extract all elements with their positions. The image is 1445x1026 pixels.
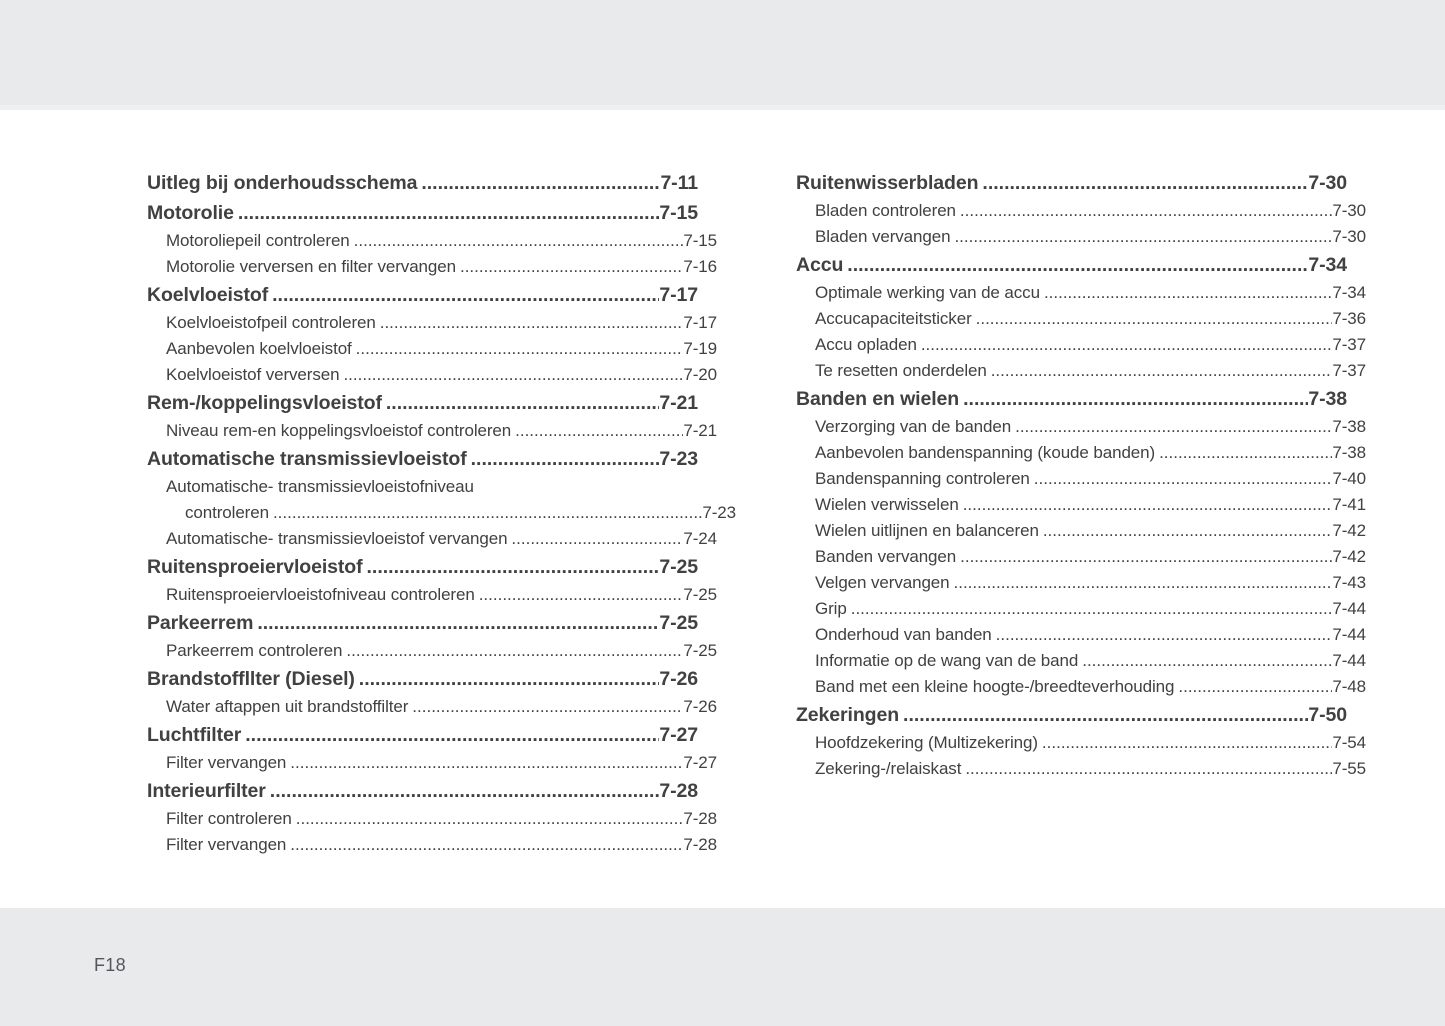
toc-entry-page-number: 7-37 [1332, 335, 1366, 354]
toc-entry-page-number: 7-25 [659, 556, 698, 578]
toc-entry-label: Bandenspanning controleren [815, 469, 1030, 488]
toc-entry[interactable] [147, 336, 717, 362]
toc-entry-page-number: 7-30 [1332, 227, 1366, 246]
toc-dot-leader [354, 228, 684, 254]
toc-dot-leader [976, 306, 1333, 332]
toc-entry-page-number: 7-55 [1332, 759, 1366, 778]
toc-entry-page-number: 7-25 [683, 585, 717, 604]
toc-entry-label: Zekering-/relaiskast [815, 759, 962, 778]
toc-entry[interactable] [147, 608, 698, 638]
toc-entry-page-number: 7-26 [683, 697, 717, 716]
toc-entry-page-number: 7-24 [683, 529, 717, 548]
toc-entry-page-number: 7-21 [683, 421, 717, 440]
toc-dot-leader [1159, 440, 1332, 466]
toc-entry-page-number: 7-34 [1308, 254, 1347, 276]
toc-entry-label: controleren [185, 503, 269, 522]
toc-entry-label: Ruitensproeiervloeistofniveau controleren [166, 585, 475, 604]
toc-entry-page-number: 7-54 [1332, 733, 1366, 752]
toc-entry-label: Rem-/koppelingsvloeistof [147, 392, 382, 414]
toc-entry-label: Banden en wielen [796, 388, 960, 410]
toc-entry-page-number: 7-16 [683, 257, 717, 276]
toc-dot-leader [960, 544, 1332, 570]
toc-entry-page-number: 7-44 [1332, 651, 1366, 670]
toc-entry[interactable] [147, 500, 736, 526]
toc-entry-page-number: 7-44 [1332, 625, 1366, 644]
toc-dot-leader [238, 198, 660, 228]
toc-dot-leader [290, 750, 683, 776]
toc-entry[interactable] [796, 492, 1366, 518]
toc-entry[interactable] [796, 306, 1366, 332]
toc-entry-label: Grip [815, 599, 847, 618]
toc-entry-page-number: 7-15 [683, 231, 717, 250]
toc-entry[interactable] [147, 526, 717, 552]
toc-entry-page-number: 7-19 [683, 339, 717, 358]
toc-dot-leader [273, 500, 702, 526]
toc-entry[interactable] [147, 310, 717, 336]
toc-entry[interactable] [796, 250, 1347, 280]
toc-entry-page-number: 7-15 [659, 202, 698, 224]
toc-dot-leader [257, 608, 659, 638]
toc-entry-label: Uitleg bij onderhoudsschema [147, 172, 418, 194]
toc-dot-leader [296, 806, 684, 832]
toc-dot-leader [965, 756, 1332, 782]
toc-entry[interactable] [796, 756, 1366, 782]
toc-entry-label: Motorolie [147, 202, 234, 224]
toc-entry-page-number: 7-28 [683, 809, 717, 828]
toc-entry[interactable] [796, 466, 1366, 492]
toc-entry[interactable] [147, 474, 717, 500]
toc-entry-page-number: 7-11 [660, 172, 698, 194]
toc-entry-label: Banden vervangen [815, 547, 957, 566]
toc-entry[interactable] [147, 552, 698, 582]
toc-entry[interactable] [147, 168, 698, 198]
toc-entry-label: Motorolie verversen en filter vervangen [166, 257, 456, 276]
toc-entry-label: Automatische transmissievloeistof [147, 448, 467, 470]
toc-entry-label: Filter vervangen [166, 835, 287, 854]
toc-dot-leader [982, 168, 1308, 198]
toc-entry[interactable] [796, 168, 1347, 198]
toc-entry[interactable] [796, 384, 1347, 414]
toc-dot-leader [963, 384, 1308, 414]
toc-entry-label: Koelvloeistof [147, 284, 269, 306]
toc-entry[interactable] [796, 358, 1366, 384]
toc-entry-page-number: 7-30 [1332, 201, 1366, 220]
page-top-margin-band [0, 0, 1445, 105]
toc-dot-leader [954, 570, 1333, 596]
toc-dot-leader [1042, 730, 1332, 756]
toc-dot-leader [963, 492, 1333, 518]
toc-entry[interactable] [796, 224, 1366, 250]
toc-dot-leader [367, 552, 660, 582]
toc-dot-leader [921, 332, 1333, 358]
toc-entry-label: Niveau rem-en koppelingsvloeistof controleren [166, 421, 512, 440]
toc-entry-label: Luchtfilter [147, 724, 242, 746]
toc-entry-label: Parkeerrem [147, 612, 254, 634]
toc-entry-page-number: 7-38 [1332, 417, 1366, 436]
toc-entry[interactable] [796, 596, 1366, 622]
toc-dot-leader [380, 310, 684, 336]
toc-entry-label: Velgen vervangen [815, 573, 950, 592]
page-content-area [0, 110, 1445, 908]
toc-entry[interactable] [796, 700, 1347, 730]
toc-entry[interactable] [796, 280, 1366, 306]
toc-entry[interactable] [147, 418, 717, 444]
toc-dot-leader [515, 418, 683, 444]
toc-entry[interactable] [796, 570, 1366, 596]
toc-dot-leader [356, 336, 684, 362]
toc-entry[interactable] [796, 648, 1366, 674]
toc-dot-leader [954, 224, 1332, 250]
toc-entry-label: Onderhoud van banden [815, 625, 992, 644]
toc-entry[interactable] [147, 254, 717, 280]
toc-entry-page-number: 7-17 [659, 284, 698, 306]
toc-entry[interactable] [147, 776, 698, 806]
toc-entry[interactable] [796, 198, 1366, 224]
toc-entry-page-number: 7-42 [1332, 521, 1366, 540]
toc-entry-label: Wielen verwisselen [815, 495, 959, 514]
toc-entry-page-number: 7-21 [659, 392, 698, 414]
toc-dot-leader [847, 250, 1308, 280]
toc-dot-leader [245, 720, 659, 750]
toc-dot-leader [359, 664, 660, 694]
toc-entry-label: Verzorging van de banden [815, 417, 1012, 436]
toc-entry-label: Parkeerrem controleren [166, 641, 343, 660]
toc-entry-label: Accucapaciteitsticker [815, 309, 972, 328]
toc-entry[interactable] [796, 622, 1366, 648]
toc-entry-label: Informatie op de wang van de band [815, 651, 1079, 670]
toc-entry-label: Accu opladen [815, 335, 917, 354]
toc-entry[interactable] [147, 362, 717, 388]
toc-entry-page-number: 7-28 [683, 835, 717, 854]
toc-column-left [147, 168, 736, 858]
toc-entry[interactable] [147, 280, 698, 310]
toc-column-right [796, 168, 1366, 858]
toc-entry-page-number: 7-37 [1332, 361, 1366, 380]
toc-entry-label: Ruitensproeiervloeistof [147, 556, 363, 578]
toc-entry-page-number: 7-28 [659, 780, 698, 802]
toc-entry-label: Bladen controleren [815, 201, 956, 220]
toc-entry-page-number: 7-41 [1332, 495, 1366, 514]
toc-entry-page-number: 7-27 [683, 753, 717, 772]
toc-entry-label: Wielen uitlijnen en balanceren [815, 521, 1039, 540]
toc-dot-leader [386, 388, 659, 418]
toc-dot-leader [412, 694, 683, 720]
toc-entry-page-number: 7-36 [1332, 309, 1366, 328]
toc-dot-leader [991, 358, 1333, 384]
footer-page-number: F18 [94, 955, 126, 975]
toc-entry-label: Ruitenwisserbladen [796, 172, 979, 194]
toc-entry[interactable] [796, 414, 1366, 440]
toc-entry-label: Motoroliepeil controleren [166, 231, 350, 250]
toc-entry-label: Optimale werking van de accu [815, 283, 1040, 302]
toc-entry-label: Filter controleren [166, 809, 292, 828]
toc-dot-leader [471, 444, 660, 474]
toc-entry-page-number: 7-40 [1332, 469, 1366, 488]
toc-entry-page-number: 7-25 [683, 641, 717, 660]
toc-entry[interactable] [147, 750, 717, 776]
toc-entry-label: Interieurfilter [147, 780, 266, 802]
toc-entry[interactable] [147, 582, 717, 608]
toc-dot-leader [1044, 280, 1332, 306]
toc-entry-page-number: 7-43 [1332, 573, 1366, 592]
toc-entry-label: Zekeringen [796, 704, 900, 726]
toc-entry[interactable] [796, 544, 1366, 570]
toc-entry-page-number: 7-26 [659, 668, 698, 690]
toc-entry-page-number: 7-20 [683, 365, 717, 384]
toc-dot-leader [346, 638, 683, 664]
toc-entry[interactable] [147, 444, 698, 474]
toc-dot-leader [511, 526, 683, 552]
toc-dot-leader [479, 582, 684, 608]
toc-entry-label: Accu [796, 254, 844, 276]
toc-entry-page-number: 7-27 [659, 724, 698, 746]
toc-columns [0, 168, 1445, 858]
toc-entry-page-number: 7-38 [1332, 443, 1366, 462]
toc-entry-label: Automatische- transmissievloeistof vervangen [166, 529, 508, 548]
toc-entry-page-number: 7-30 [1308, 172, 1347, 194]
toc-entry-page-number: 7-50 [1308, 704, 1347, 726]
toc-dot-leader [1043, 518, 1333, 544]
toc-entry[interactable] [147, 832, 717, 858]
toc-entry[interactable] [147, 228, 717, 254]
toc-entry-page-number: 7-17 [683, 313, 717, 332]
toc-dot-leader [996, 622, 1333, 648]
toc-dot-leader [960, 198, 1332, 224]
toc-dot-leader [270, 776, 660, 806]
toc-entry[interactable] [147, 664, 698, 694]
toc-entry-label: Band met een kleine hoogte-/breedteverhouding [815, 677, 1175, 696]
toc-entry-page-number: 7-38 [1308, 388, 1347, 410]
toc-entry[interactable] [147, 694, 717, 720]
toc-entry[interactable] [796, 674, 1366, 700]
toc-dot-leader [1178, 674, 1332, 700]
toc-entry[interactable] [796, 332, 1366, 358]
toc-entry-label: Filter vervangen [166, 753, 287, 772]
toc-entry[interactable] [147, 638, 717, 664]
toc-dot-leader [460, 254, 683, 280]
toc-dot-leader [1034, 466, 1333, 492]
toc-entry[interactable] [147, 198, 698, 228]
toc-entry-page-number: 7-34 [1332, 283, 1366, 302]
toc-entry-label: Hoofdzekering (Multizekering) [815, 733, 1038, 752]
toc-entry-page-number: 7-44 [1332, 599, 1366, 618]
toc-entry-page-number: 7-48 [1332, 677, 1366, 696]
toc-entry-label: Bladen vervangen [815, 227, 951, 246]
toc-entry[interactable] [796, 730, 1366, 756]
toc-entry-label: Aanbevolen koelvloeistof [166, 339, 352, 358]
toc-entry-label: Te resetten onderdelen [815, 361, 987, 380]
toc-entry-label: Water aftappen uit brandstoffilter [166, 697, 409, 716]
toc-entry-label: Koelvloeistof verversen [166, 365, 340, 384]
toc-dot-leader [290, 832, 683, 858]
toc-entry-label: Automatische- transmissievloeistofniveau [166, 477, 474, 496]
toc-dot-leader [1015, 414, 1332, 440]
toc-entry-page-number: 7-25 [659, 612, 698, 634]
page-bottom-margin-band [0, 908, 1445, 1026]
toc-entry[interactable] [147, 720, 698, 750]
toc-entry-label: Aanbevolen bandenspanning (koude banden) [815, 443, 1156, 462]
toc-dot-leader [421, 168, 660, 198]
toc-entry-page-number: 7-23 [659, 448, 698, 470]
toc-dot-leader [1082, 648, 1332, 674]
toc-entry-page-number: 7-42 [1332, 547, 1366, 566]
toc-dot-leader [272, 280, 659, 310]
toc-dot-leader [343, 362, 683, 388]
toc-entry[interactable] [796, 440, 1366, 466]
toc-dot-leader [851, 596, 1333, 622]
toc-entry[interactable] [796, 518, 1366, 544]
toc-entry-label: Brandstoffllter (Diesel) [147, 668, 355, 690]
toc-entry-page-number: 7-23 [702, 503, 736, 522]
toc-entry[interactable] [147, 388, 698, 418]
toc-entry-label: Koelvloeistofpeil controleren [166, 313, 376, 332]
toc-entry[interactable] [147, 806, 717, 832]
toc-dot-leader [903, 700, 1308, 730]
